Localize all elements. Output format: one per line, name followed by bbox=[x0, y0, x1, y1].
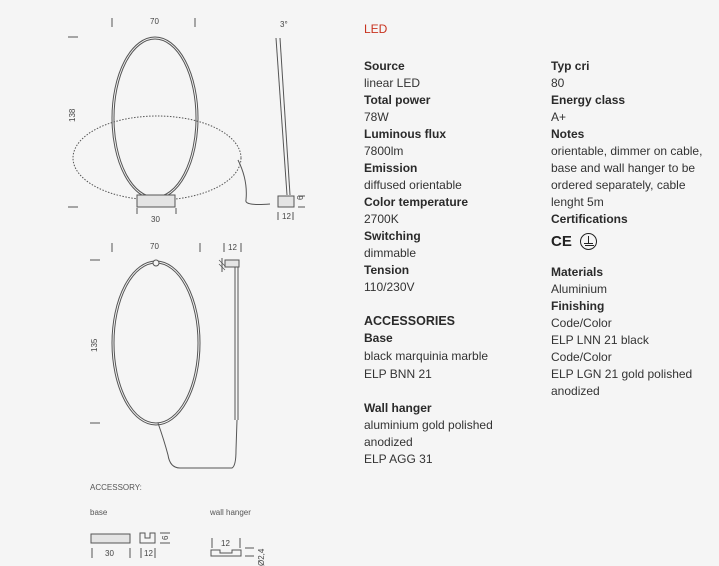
ground-symbol-icon bbox=[580, 233, 597, 250]
accessories-heading: ACCESSORIES bbox=[364, 314, 455, 328]
top-base-width-label: 30 bbox=[151, 215, 160, 224]
switching-label: Switching bbox=[364, 229, 421, 243]
notes-line-1: orientable, dimmer on cable, bbox=[551, 144, 703, 158]
certifications-label: Certifications bbox=[551, 212, 628, 226]
middle-height-label: 135 bbox=[90, 338, 99, 352]
accessory-title: ACCESSORY: bbox=[90, 483, 142, 492]
middle-side-width-label: 12 bbox=[228, 243, 237, 252]
base-value-code: ELP BNN 21 bbox=[364, 367, 432, 381]
notes-label: Notes bbox=[551, 127, 585, 141]
drawing-canvas bbox=[0, 0, 350, 566]
ce-mark-icon: CE bbox=[551, 232, 572, 250]
code-color-label-2: Code/Color bbox=[551, 350, 612, 364]
finishing-label: Finishing bbox=[551, 299, 605, 313]
certification-icons bbox=[551, 230, 716, 252]
code-color-value-1: ELP LNN 21 black bbox=[551, 333, 649, 347]
top-side-view bbox=[276, 38, 305, 220]
source-label: Source bbox=[364, 59, 405, 73]
emission-value: diffused orientable bbox=[364, 178, 462, 192]
notes-line-4: lenght 5m bbox=[551, 195, 604, 209]
emission-label: Emission bbox=[364, 161, 418, 175]
technical-drawings bbox=[0, 0, 350, 566]
hanger-value-material: aluminium gold polished bbox=[364, 418, 493, 432]
color-temp-label: Color temperature bbox=[364, 195, 469, 209]
flux-label: Luminous flux bbox=[364, 127, 446, 141]
spec-column-left bbox=[364, 58, 544, 468]
cri-label: Typ cri bbox=[551, 59, 590, 73]
materials-label: Materials bbox=[551, 265, 604, 279]
accessory-hanger-drawing bbox=[211, 538, 254, 556]
notes-line-3: ordered separately, cable bbox=[551, 178, 686, 192]
top-side-height-label: 6 bbox=[296, 195, 305, 200]
tension-label: Tension bbox=[364, 263, 410, 277]
accessory-base-width: 30 bbox=[105, 549, 114, 558]
spec-column-right bbox=[551, 58, 716, 400]
code-color-value-2: ELP LGN 21 gold polished bbox=[551, 367, 693, 381]
top-side-width-label: 12 bbox=[282, 212, 291, 221]
section-title: LED bbox=[364, 22, 388, 36]
cri-value: 80 bbox=[551, 76, 565, 90]
color-temp-value: 2700K bbox=[364, 212, 399, 226]
middle-width-label: 70 bbox=[150, 242, 159, 251]
accessory-base-label: base bbox=[90, 508, 108, 517]
accessory-hanger-diameter: Ø2,4 bbox=[257, 548, 266, 566]
energy-value: A+ bbox=[551, 110, 567, 124]
accessory-base-side: 12 bbox=[144, 549, 153, 558]
source-value: linear LED bbox=[364, 76, 421, 90]
hanger-label: Wall hanger bbox=[364, 401, 432, 415]
accessory-hanger-width: 12 bbox=[221, 539, 230, 548]
top-front-view bbox=[68, 18, 270, 214]
accessory-base-height: 6 bbox=[161, 535, 170, 540]
hanger-value-finish: anodized bbox=[364, 435, 413, 449]
middle-side-view bbox=[219, 243, 241, 420]
spec-sheet bbox=[364, 22, 714, 466]
code-color-value-2-finish: anodized bbox=[551, 384, 600, 398]
notes-line-2: base and wall hanger to be bbox=[551, 161, 696, 175]
base-label: Base bbox=[364, 331, 393, 345]
power-label: Total power bbox=[364, 93, 431, 107]
middle-front-view bbox=[90, 243, 237, 468]
top-height-label: 138 bbox=[68, 108, 77, 122]
accessory-hanger-label: wall hanger bbox=[210, 508, 251, 517]
top-tilt-label: 3° bbox=[280, 20, 288, 29]
hanger-value-code: ELP AGG 31 bbox=[364, 452, 433, 466]
top-width-label: 70 bbox=[150, 17, 159, 26]
base-value-material: black marquinia marble bbox=[364, 349, 489, 363]
code-color-label-1: Code/Color bbox=[551, 316, 612, 330]
materials-value: Aluminium bbox=[551, 282, 608, 296]
tension-value: 110/230V bbox=[364, 280, 415, 294]
power-value: 78W bbox=[364, 110, 389, 124]
flux-value: 7800lm bbox=[364, 144, 404, 158]
energy-label: Energy class bbox=[551, 93, 626, 107]
accessory-base-drawing bbox=[91, 533, 170, 558]
switching-value: dimmable bbox=[364, 246, 417, 260]
